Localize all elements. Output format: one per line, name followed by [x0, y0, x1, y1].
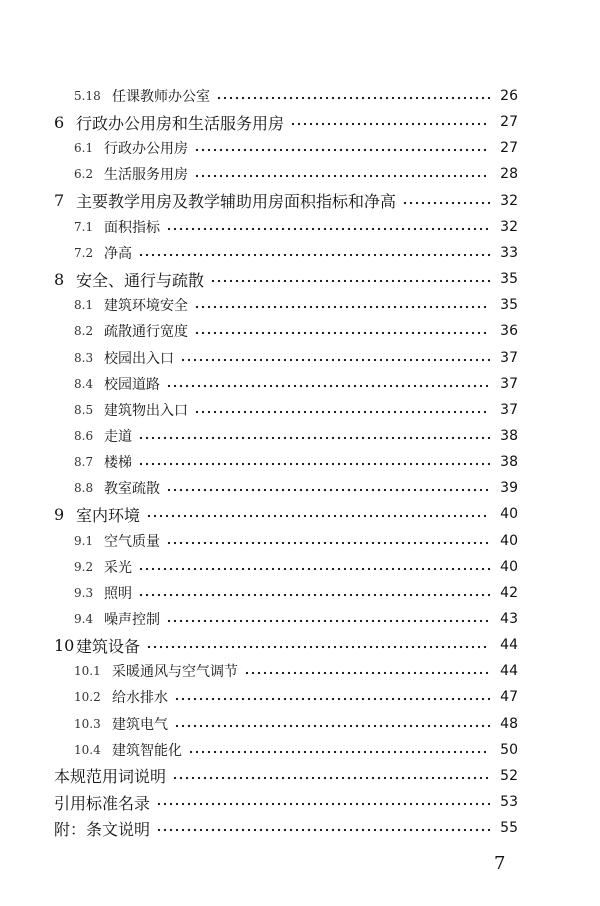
toc-entry-number: 9.4	[74, 612, 94, 626]
toc-entry[interactable]	[54, 789, 518, 815]
toc-entry-title: 校园出入口	[104, 350, 174, 367]
toc-entry-title: 采光	[104, 559, 132, 576]
toc-entry-number: 9.2	[74, 559, 94, 574]
toc-entry[interactable]	[74, 345, 518, 371]
dot-leader	[210, 279, 490, 283]
toc-entry-title: 给水排水	[112, 690, 168, 707]
toc-entry-page: 38	[500, 427, 518, 444]
toc-entry-page: 37	[500, 401, 518, 418]
toc-entry[interactable]	[54, 501, 518, 527]
dot-leader	[146, 514, 490, 518]
toc-entry[interactable]	[74, 161, 518, 187]
toc-entry-number: 8.6	[74, 428, 94, 443]
dot-leader	[138, 462, 490, 466]
dot-leader	[402, 201, 490, 205]
toc-entry[interactable]	[74, 397, 518, 423]
toc-entry-page: 35	[500, 297, 518, 314]
toc-entry-title: 室内环境	[76, 505, 141, 525]
toc-entry[interactable]	[54, 266, 518, 292]
toc-entry-page: 33	[500, 244, 518, 261]
dot-leader	[174, 724, 490, 728]
toc-entry-page: 39	[500, 480, 518, 497]
toc-entry-number: 8.3	[74, 350, 94, 365]
toc-entry-page: 42	[500, 584, 518, 601]
toc-entry-number: 6	[54, 112, 65, 132]
toc-entry-page: 28	[500, 166, 518, 183]
toc-entry-page: 37	[500, 349, 518, 366]
dot-leader	[194, 148, 490, 152]
dot-leader	[146, 645, 490, 649]
toc-entry-page: 44	[500, 637, 518, 654]
toc-entry-title: 教室疏散	[104, 481, 160, 498]
toc-entry-title: 建筑物出入口	[104, 402, 188, 419]
toc-entry-page: 48	[500, 715, 518, 732]
toc-entry[interactable]	[54, 815, 518, 841]
toc-entry[interactable]	[54, 763, 518, 789]
toc-entry[interactable]	[74, 292, 518, 318]
toc-entry-page: 27	[500, 114, 518, 131]
dot-leader	[166, 488, 490, 492]
toc-entry[interactable]	[54, 109, 518, 135]
toc-entry[interactable]	[74, 423, 518, 449]
toc-entry-number: 10.4	[74, 742, 101, 757]
toc-entry-number: 10	[54, 635, 75, 655]
toc-entry[interactable]	[74, 371, 518, 397]
toc-entry-number: 6.1	[74, 141, 94, 156]
toc-entry-title: 附：条文说明	[54, 819, 151, 839]
toc-entry-number: 7	[54, 191, 65, 211]
dot-leader	[188, 750, 490, 754]
dot-leader	[138, 593, 490, 597]
toc-entry-page: 44	[500, 663, 518, 680]
toc-entry-title: 噪声控制	[104, 612, 160, 628]
toc-entry-page: 40	[500, 558, 518, 575]
toc-entry-page: 32	[500, 192, 518, 209]
toc-entry-title: 楼梯	[104, 455, 132, 472]
toc-entry-number: 8.8	[74, 481, 94, 496]
toc-entry-number: 8.1	[74, 298, 94, 313]
dot-leader	[138, 253, 490, 257]
toc-entry[interactable]	[74, 449, 518, 475]
dot-leader	[290, 122, 490, 126]
dot-leader	[156, 802, 490, 806]
toc-entry-title: 建筑智能化	[112, 742, 182, 759]
toc-entry-number: 8.4	[74, 376, 94, 391]
dot-leader	[166, 541, 490, 545]
dot-leader	[166, 384, 490, 388]
toc-entry-title: 照明	[104, 585, 132, 602]
toc-entry-number: 9.3	[74, 585, 94, 600]
dot-leader	[172, 776, 490, 780]
toc-entry[interactable]	[74, 737, 518, 763]
toc-entry-page: 38	[500, 454, 518, 471]
toc-entry[interactable]	[74, 135, 518, 161]
toc-entry-title: 空气质量	[104, 533, 160, 550]
dot-leader	[166, 227, 490, 231]
toc-entry[interactable]	[74, 475, 518, 501]
toc-entry-title: 建筑设备	[76, 636, 141, 656]
toc-entry-page: 27	[500, 140, 518, 157]
toc-entry[interactable]	[54, 632, 518, 658]
toc-entry-page: 32	[500, 218, 518, 235]
toc-entry-title: 建筑电气	[112, 716, 168, 733]
toc-entry-page: 35	[500, 271, 518, 288]
toc-entry-title: 生活服务用房	[104, 167, 188, 184]
toc-entry-title: 面积指标	[104, 219, 160, 236]
toc-entry-title: 本规范用词说明	[54, 767, 167, 787]
toc-entry-title: 引用标准名录	[54, 793, 151, 813]
toc-entry-page: 36	[500, 323, 518, 340]
toc-entry-number: 10.3	[74, 716, 101, 731]
toc-entry[interactable]	[54, 188, 518, 214]
toc-entry-number: 10.2	[74, 690, 101, 705]
toc-entry-page: 53	[500, 794, 518, 811]
toc-entry-title: 采暖通风与空气调节	[112, 664, 238, 681]
dot-leader	[244, 671, 490, 675]
toc-entry-title: 疏散通行宽度	[104, 324, 188, 341]
toc-entry-page: 47	[500, 689, 518, 706]
toc-entry-title: 行政办公用房和生活服务用房	[76, 113, 285, 133]
dot-leader	[166, 619, 490, 623]
toc-entry-number: 8.5	[74, 402, 94, 417]
toc-entry-title: 建筑环境安全	[104, 298, 188, 315]
dot-leader	[216, 96, 490, 100]
toc-entry[interactable]	[74, 318, 518, 344]
toc-entry-page: 55	[500, 820, 518, 837]
toc-entry-number: 10.1	[74, 664, 101, 679]
toc-entry-number: 8	[54, 269, 65, 289]
toc-entry-page: 26	[500, 88, 518, 104]
dot-leader	[180, 358, 490, 362]
toc-entry-number: 8.7	[74, 455, 94, 470]
toc-entry-page: 40	[500, 532, 518, 549]
toc-entry-page: 37	[500, 375, 518, 392]
toc-entry[interactable]	[74, 240, 518, 266]
dot-leader	[138, 567, 490, 571]
toc-entry[interactable]	[74, 83, 518, 109]
toc-entry-page: 43	[500, 611, 518, 627]
toc-entry[interactable]	[74, 684, 518, 710]
toc-entry-page: 50	[500, 741, 518, 758]
toc-entry[interactable]	[74, 658, 518, 684]
toc-entry-number: 9.1	[74, 533, 94, 548]
dot-leader	[194, 174, 490, 178]
dot-leader	[194, 305, 490, 309]
toc-entry-page: 52	[500, 767, 518, 784]
toc-entry-title: 净高	[104, 245, 132, 262]
toc-entry-title: 主要教学用房及教学辅助用房面积指标和净高	[76, 192, 397, 212]
dot-leader	[156, 828, 490, 832]
toc-entry-title: 行政办公用房	[104, 141, 188, 158]
toc-entry-title: 校园道路	[104, 376, 160, 393]
toc-entry[interactable]	[74, 528, 518, 554]
toc-entry[interactable]	[74, 214, 518, 240]
dot-leader	[194, 410, 490, 414]
toc-entry[interactable]	[74, 711, 518, 737]
toc-entry-number: 8.2	[74, 324, 94, 339]
toc-entry-title: 走道	[104, 428, 132, 445]
dot-leader	[194, 331, 490, 335]
toc-entry-number: 5.18	[74, 89, 101, 103]
dot-leader	[138, 436, 490, 440]
dot-leader	[174, 697, 490, 701]
toc-entry-number: 7.2	[74, 245, 94, 260]
toc-entry-number: 7.1	[74, 219, 94, 234]
toc-entry-number: 6.2	[74, 167, 94, 182]
toc-entry[interactable]	[74, 606, 518, 632]
toc-entry-title: 任课教师办公室	[112, 89, 210, 105]
toc-entry[interactable]	[74, 580, 518, 606]
toc-entry[interactable]	[74, 554, 518, 580]
toc-entry-page: 40	[500, 506, 518, 523]
toc-entry-title: 安全、通行与疏散	[76, 270, 205, 290]
page-number: 7	[494, 853, 506, 874]
toc-entry-number: 9	[54, 504, 65, 524]
